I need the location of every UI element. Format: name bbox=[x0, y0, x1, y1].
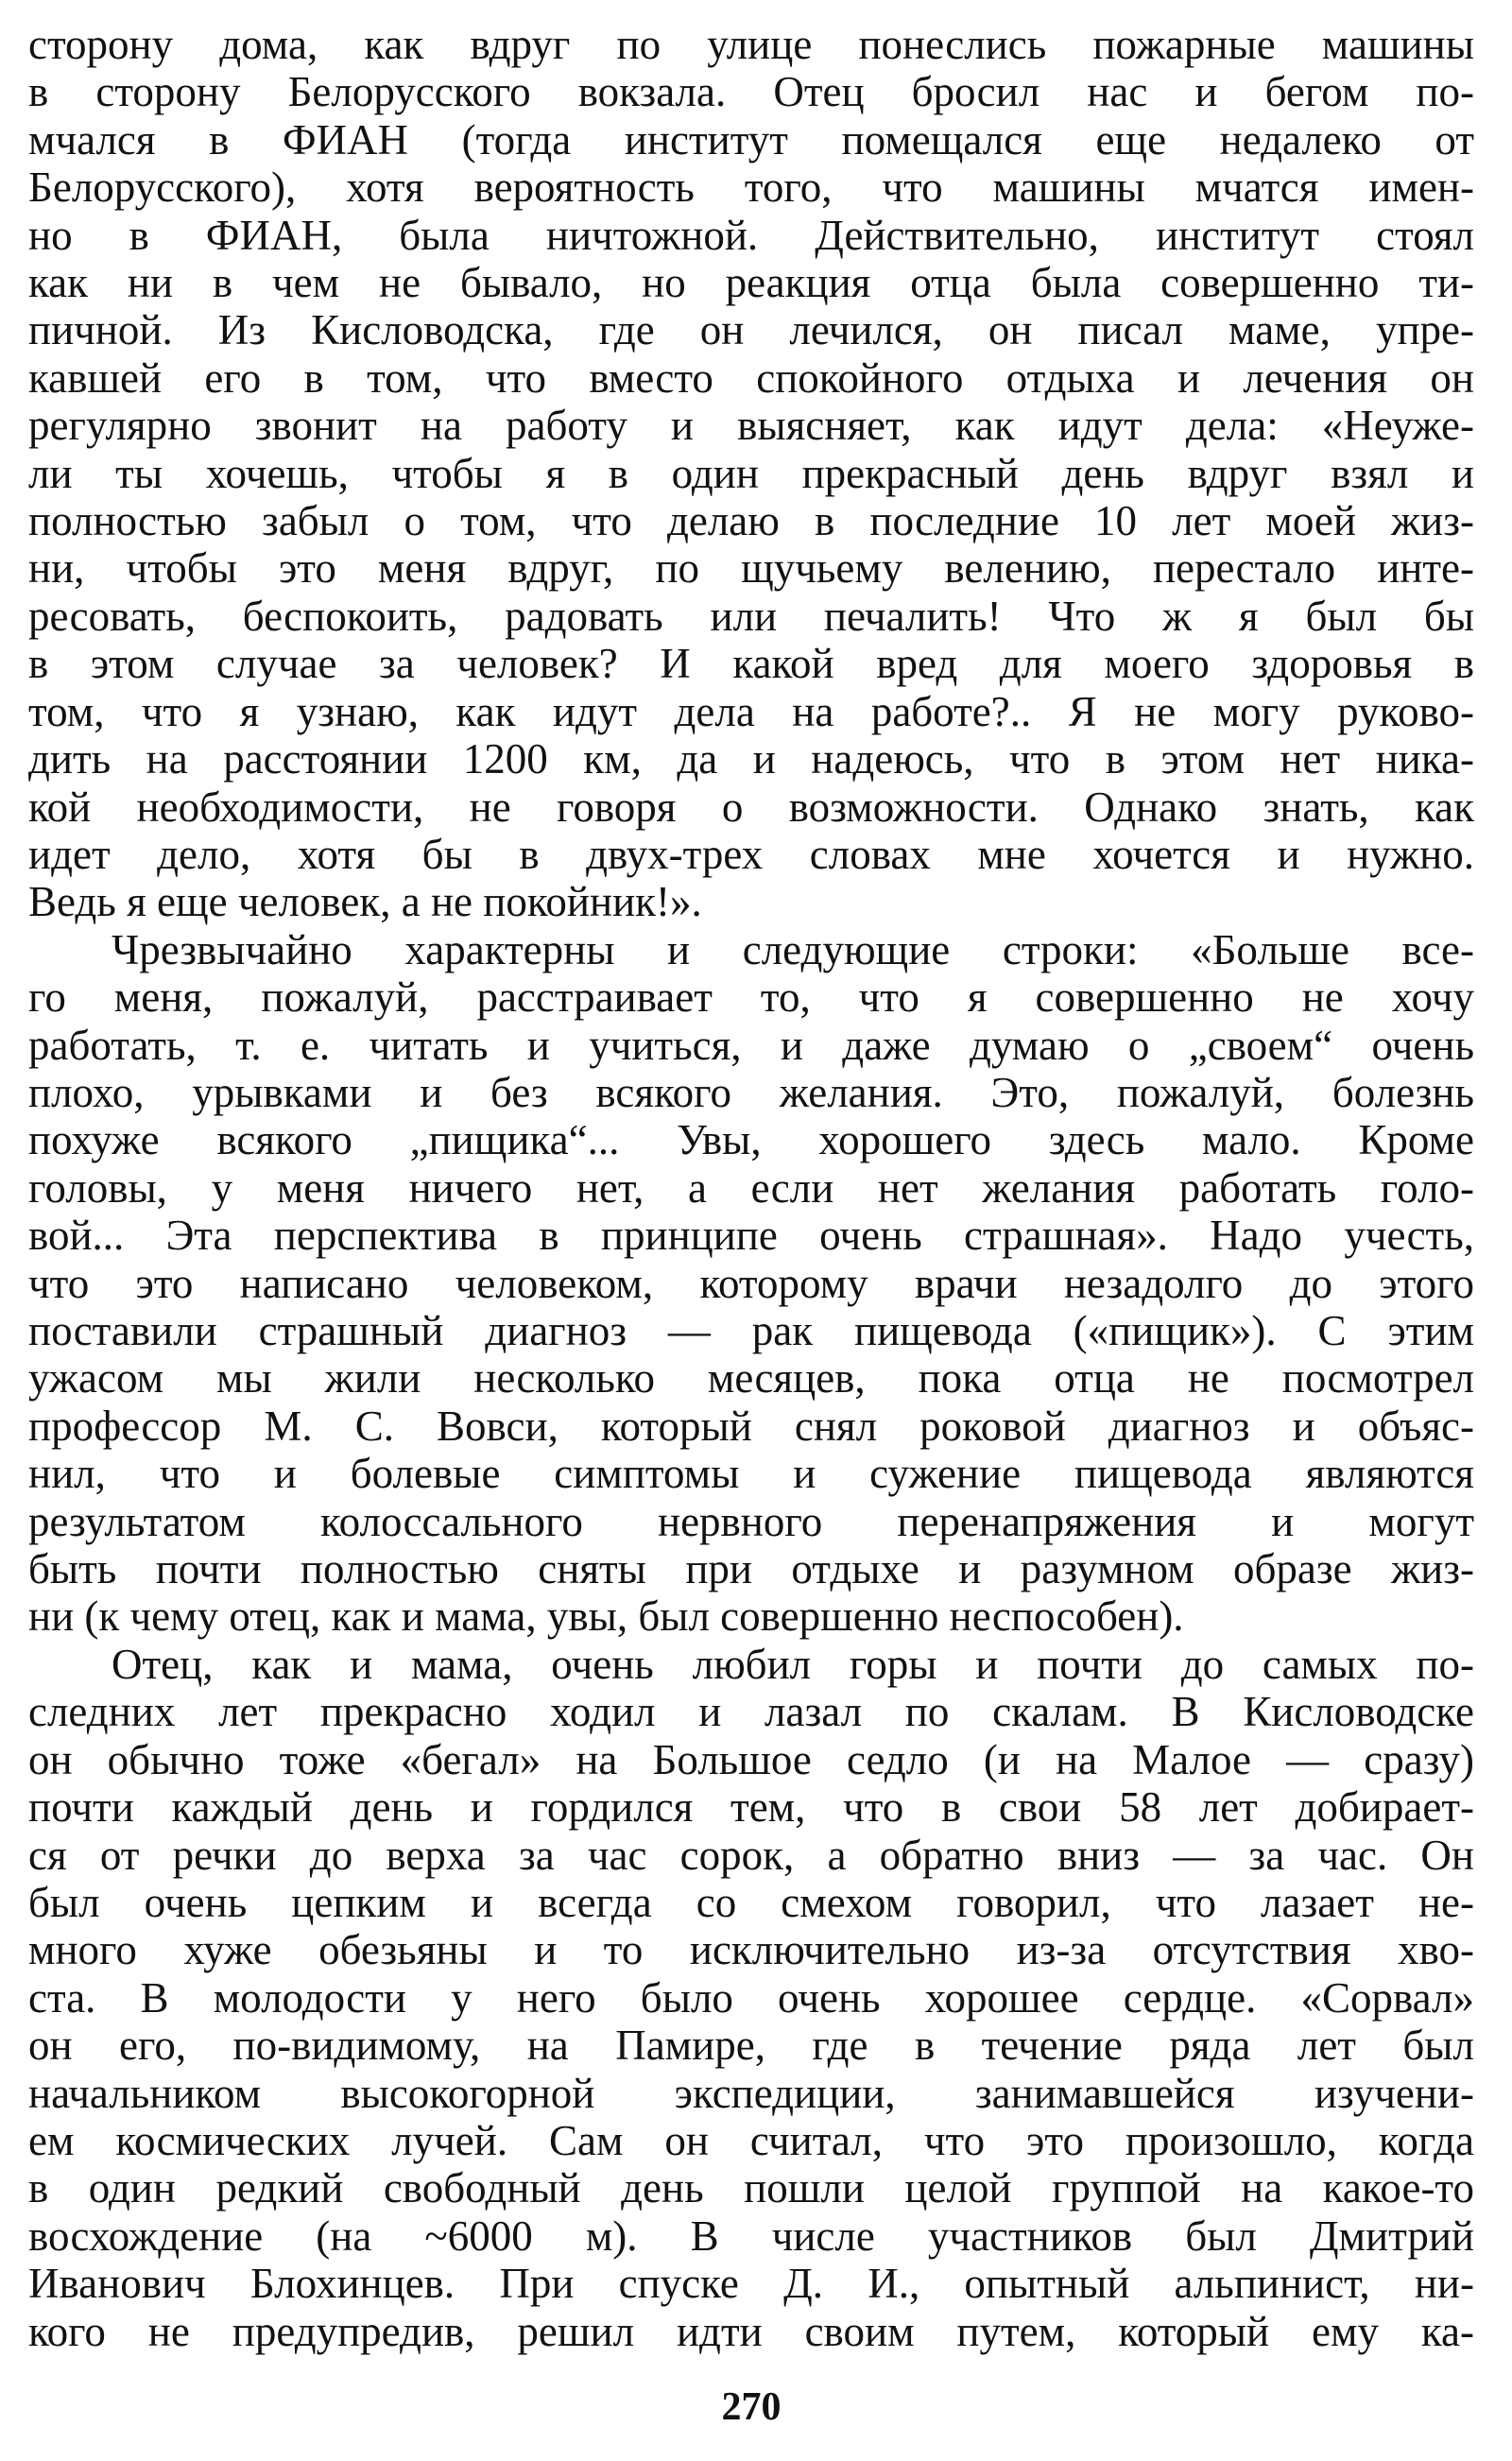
text-line: что это написано человеком, которому врачи незадолго до этого bbox=[28, 1260, 1474, 1307]
text-line: ем космических лучей. Сам он считал, что это произошло, когда bbox=[28, 2117, 1474, 2164]
text-line: но в ФИАН, была ничтожной. Действительно, институт стоял bbox=[28, 212, 1474, 259]
text-line: начальником высокогорной экспедиции, занимавшейся изучени- bbox=[28, 2070, 1474, 2117]
text-line: быть почти полностью сняты при отдыхе и разумном образе жиз- bbox=[28, 1545, 1474, 1592]
text-line: ни, чтобы это меня вдруг, по щучьему велению, перестало инте- bbox=[28, 544, 1474, 592]
text-line: мчался в ФИАН (тогда институт помещался еще недалеко от bbox=[28, 116, 1474, 163]
text-line: ли ты хочешь, чтобы я в один прекрасный день вдруг взял и bbox=[28, 450, 1474, 497]
text-line: в один редкий свободный день пошли целой группой на какое-то bbox=[28, 2164, 1474, 2211]
book-page bbox=[28, 21, 1474, 2440]
text-line: Отец, как и мама, очень любил горы и почти до самых по- bbox=[112, 1641, 1474, 1688]
text-line: следних лет прекрасно ходил и лазал по скалам. В Кисловодске bbox=[28, 1688, 1474, 1735]
text-line: в сторону Белорусского вокзала. Отец бросил нас и бегом по- bbox=[28, 68, 1474, 115]
text-line: Чрезвычайно характерны и следующие строки: «Больше все- bbox=[112, 926, 1474, 973]
text-line: результатом колоссального нервного перенапряжения и могут bbox=[28, 1498, 1474, 1545]
text-line: плохо, урывками и без всякого желания. Это, пожалуй, болезнь bbox=[28, 1069, 1474, 1116]
text-line: Белорусского), хотя вероятность того, что машины мчатся имен- bbox=[28, 163, 1474, 211]
text-line: он обычно тоже «бегал» на Большое седло (и на Малое — сразу) bbox=[28, 1736, 1474, 1783]
text-line: пичной. Из Кисловодска, где он лечился, он писал маме, упре- bbox=[28, 306, 1474, 353]
text-line: профессор М. С. Вовси, который снял роковой диагноз и объяс- bbox=[28, 1403, 1474, 1450]
text-line: много хуже обезьяны и то исключительно из-за отсутствия хво- bbox=[28, 1926, 1474, 1973]
text-line: регулярно звонит на работу и выясняет, как идут дела: «Неуже- bbox=[28, 402, 1474, 449]
text-line: ужасом мы жили несколько месяцев, пока отца не посмотрел bbox=[28, 1354, 1474, 1402]
text-line: Иванович Блохинцев. При спуске Д. И., опытный альпинист, ни- bbox=[28, 2260, 1474, 2307]
text-line: он его, по-видимому, на Памире, где в течение ряда лет был bbox=[28, 2022, 1474, 2069]
text-line: дить на расстоянии 1200 км, да и надеюсь, что в этом нет ника- bbox=[28, 735, 1474, 783]
page-number: 270 bbox=[721, 2385, 782, 2429]
text-line: головы, у меня ничего нет, а если нет желания работать голо- bbox=[28, 1164, 1474, 1212]
text-line: работать, т. е. читать и учиться, и даже думаю о „своем“ очень bbox=[28, 1022, 1474, 1069]
text-line: ста. В молодости у него было очень хорошее сердце. «Сорвал» bbox=[28, 1974, 1474, 2022]
text-line: нил, что и болевые симптомы и сужение пищевода являются bbox=[28, 1450, 1474, 1497]
text-line: том, что я узнаю, как идут дела на работе?.. Я не могу руково- bbox=[28, 688, 1474, 735]
text-line: поставили страшный диагноз — рак пищевода («пищик»). С этим bbox=[28, 1307, 1474, 1354]
text-line: восхождение (на ~6000 м). В числе участников был Дмитрий bbox=[28, 2212, 1474, 2260]
text-line: кой необходимости, не говоря о возможности. Однако знать, как bbox=[28, 783, 1474, 831]
text-line: ся от речки до верха за час сорок, а обратно вниз — за час. Он bbox=[28, 1832, 1474, 1879]
text-line: сторону дома, как вдруг по улице понеслись пожарные машины bbox=[28, 21, 1474, 68]
text-line: го меня, пожалуй, расстраивает то, что я совершенно не хочу bbox=[28, 973, 1474, 1021]
text-line: в этом случае за человек? И какой вред для моего здоровья в bbox=[28, 640, 1474, 687]
text-line: идет дело, хотя бы в двух-трех словах мне хочется и нужно. bbox=[28, 831, 1474, 878]
text-line: ресовать, беспокоить, радовать или печалить! Что ж я был бы bbox=[28, 593, 1474, 640]
text-line: почти каждый день и гордился тем, что в свои 58 лет добирает- bbox=[28, 1783, 1474, 1831]
text-line: кого не предупредив, решил идти своим путем, который ему ка- bbox=[28, 2308, 1474, 2355]
text-line: как ни в чем не бывало, но реакция отца была совершенно ти- bbox=[28, 259, 1474, 306]
text-line: полностью забыл о том, что делаю в последние 10 лет моей жиз- bbox=[28, 497, 1474, 544]
text-line: кавшей его в том, что вместо спокойного отдыха и лечения он bbox=[28, 354, 1474, 402]
text-line: был очень цепким и всегда со смехом говорил, что лазает не- bbox=[28, 1879, 1474, 1926]
text-line: похуже всякого „пищика“... Увы, хорошего здесь мало. Кроме bbox=[28, 1116, 1474, 1163]
text-line: Ведь я еще человек, а не покойник!». bbox=[28, 878, 702, 925]
text-line: ни (к чему отец, как и мама, увы, был совершенно неспособен). bbox=[28, 1592, 1184, 1640]
text-line: вой... Эта перспектива в принципе очень страшная». Надо учесть, bbox=[28, 1212, 1474, 1259]
